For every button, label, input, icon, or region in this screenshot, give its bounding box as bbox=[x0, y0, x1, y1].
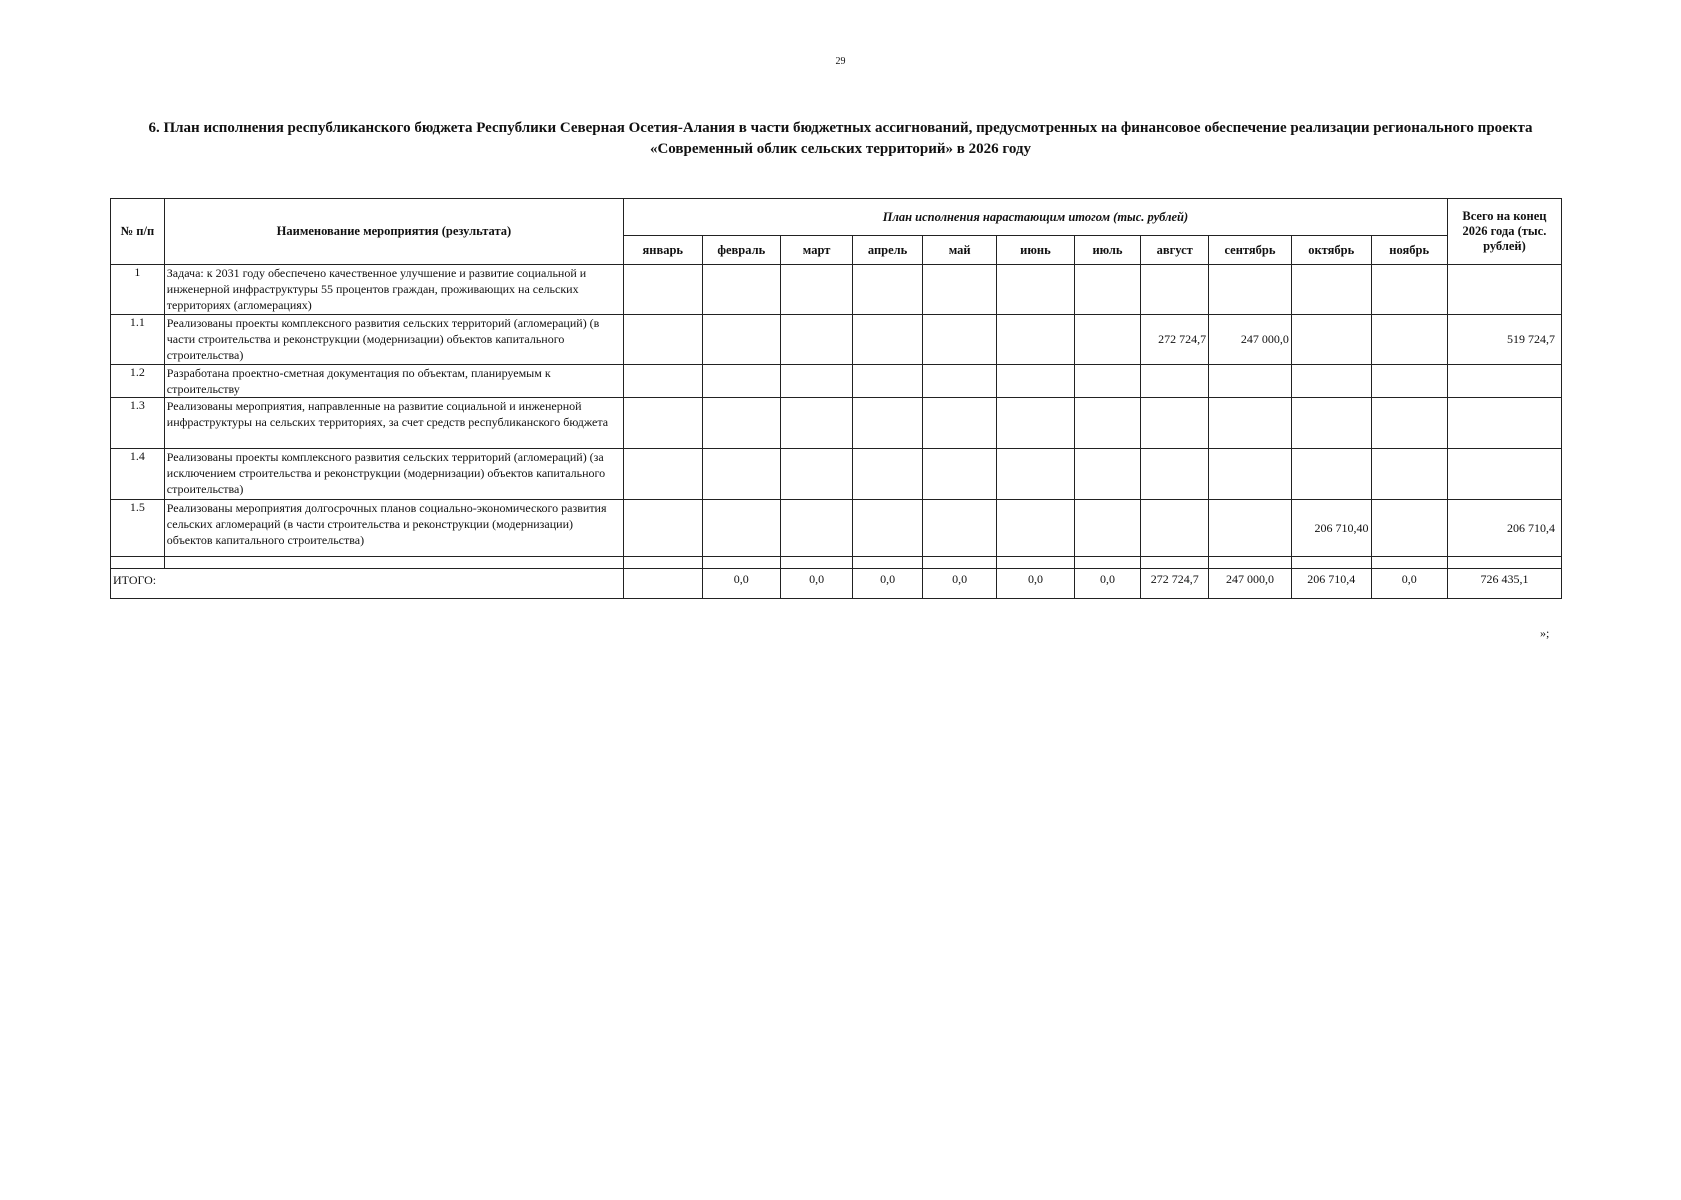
spacer-row bbox=[111, 557, 1562, 569]
header-month: январь bbox=[624, 236, 703, 265]
empty-cell bbox=[702, 557, 781, 569]
month-value-cell bbox=[853, 500, 923, 557]
empty-cell bbox=[1291, 557, 1371, 569]
row-total-cell bbox=[1447, 365, 1561, 398]
budget-plan-table bbox=[110, 198, 1562, 599]
month-value-cell bbox=[1291, 265, 1371, 315]
total-row bbox=[111, 569, 1562, 599]
table-row bbox=[111, 500, 1562, 557]
month-value-cell bbox=[1209, 398, 1292, 449]
month-value-cell bbox=[1074, 500, 1141, 557]
empty-cell bbox=[164, 557, 623, 569]
row-number: 1.4 bbox=[111, 449, 165, 500]
month-value-cell bbox=[923, 449, 997, 500]
row-total-cell bbox=[1447, 449, 1561, 500]
header-name: Наименование мероприятия (результата) bbox=[164, 199, 623, 265]
month-value-cell bbox=[1074, 449, 1141, 500]
page-title-line-2: «Современный облик сельских территорий» в 2026 году bbox=[649, 141, 1032, 157]
row-name: Реализованы мероприятия, направленные на развитие социальной и инженерной инфраструктуры на сельских территориях, за счет средств республиканского бюджета bbox=[164, 398, 623, 449]
empty-cell bbox=[781, 557, 853, 569]
month-value-cell bbox=[997, 315, 1074, 365]
header-month: апрель bbox=[853, 236, 923, 265]
table-row bbox=[111, 398, 1562, 449]
empty-cell bbox=[853, 557, 923, 569]
month-value-cell bbox=[853, 398, 923, 449]
month-value-cell bbox=[624, 315, 703, 365]
month-value-cell bbox=[997, 449, 1074, 500]
month-value-cell bbox=[624, 265, 703, 315]
month-value-cell: 247 000,0 bbox=[1209, 315, 1292, 365]
month-value-cell bbox=[781, 449, 853, 500]
total-month-cell: 0,0 bbox=[1371, 569, 1447, 599]
month-value-cell bbox=[853, 365, 923, 398]
month-value-cell bbox=[923, 500, 997, 557]
month-value-cell bbox=[781, 398, 853, 449]
month-value-cell bbox=[923, 398, 997, 449]
total-month-cell: 0,0 bbox=[702, 569, 781, 599]
header-month: август bbox=[1141, 236, 1209, 265]
header-total: Всего на конец 2026 года (тыс. рублей) bbox=[1447, 199, 1561, 265]
total-month-cell: 0,0 bbox=[853, 569, 923, 599]
month-value-cell bbox=[1371, 265, 1447, 315]
header-plan-group: План исполнения нарастающим итогом (тыс. рублей) bbox=[624, 199, 1448, 236]
grand-total-cell: 726 435,1 bbox=[1447, 569, 1561, 599]
month-value-cell bbox=[1141, 365, 1209, 398]
month-value-cell bbox=[1291, 449, 1371, 500]
empty-cell bbox=[1074, 557, 1141, 569]
month-value-cell bbox=[853, 449, 923, 500]
month-value-cell bbox=[1371, 315, 1447, 365]
table-body bbox=[111, 265, 1562, 599]
page-title-line-1: 6. План исполнения республиканского бюджета Республики Северная Осетия-Алания в части бюджетных ассигнований, предусмотренных на финансовое обеспечение реализации регионального проекта bbox=[148, 120, 1533, 136]
month-value-cell bbox=[853, 265, 923, 315]
total-month-cell: 247 000,0 bbox=[1209, 569, 1292, 599]
month-value-cell bbox=[997, 398, 1074, 449]
total-month-cell: 0,0 bbox=[781, 569, 853, 599]
empty-cell bbox=[997, 557, 1074, 569]
month-value-cell bbox=[997, 500, 1074, 557]
month-value-cell bbox=[781, 500, 853, 557]
month-value-cell bbox=[923, 315, 997, 365]
month-value-cell bbox=[1209, 449, 1292, 500]
month-value-cell bbox=[702, 315, 781, 365]
empty-cell bbox=[1209, 557, 1292, 569]
month-value-cell bbox=[1209, 500, 1292, 557]
month-value-cell bbox=[702, 500, 781, 557]
row-number: 1.2 bbox=[111, 365, 165, 398]
month-value-cell bbox=[781, 365, 853, 398]
row-name: Разработана проектно-сметная документация по объектам, планируемым к строительству bbox=[164, 365, 623, 398]
header-month: июль bbox=[1074, 236, 1141, 265]
header-month: июнь bbox=[997, 236, 1074, 265]
header-month: октябрь bbox=[1291, 236, 1371, 265]
empty-cell bbox=[624, 557, 703, 569]
month-value-cell bbox=[1291, 398, 1371, 449]
month-value-cell bbox=[1371, 449, 1447, 500]
month-value-cell bbox=[702, 365, 781, 398]
month-value-cell bbox=[1141, 398, 1209, 449]
total-month-cell: 0,0 bbox=[923, 569, 997, 599]
total-month-cell bbox=[624, 569, 703, 599]
month-value-cell bbox=[1141, 449, 1209, 500]
empty-cell bbox=[111, 557, 165, 569]
month-value-cell bbox=[923, 365, 997, 398]
row-name: Задача: к 2031 году обеспечено качественное улучшение и развитие социальной и инженерной инфраструктуры 55 процентов граждан, проживающих на сельских территориях (агломерациях) bbox=[164, 265, 623, 315]
table-header bbox=[111, 199, 1562, 265]
page-title bbox=[108, 118, 1573, 160]
table-row bbox=[111, 449, 1562, 500]
table-row bbox=[111, 265, 1562, 315]
row-total-cell: 206 710,4 bbox=[1447, 500, 1561, 557]
month-value-cell bbox=[1074, 315, 1141, 365]
closing-quote-mark: »; bbox=[1540, 626, 1550, 640]
month-value-cell bbox=[997, 265, 1074, 315]
empty-cell bbox=[1141, 557, 1209, 569]
month-value-cell bbox=[1371, 500, 1447, 557]
row-number: 1.5 bbox=[111, 500, 165, 557]
month-value-cell bbox=[1141, 500, 1209, 557]
month-value-cell bbox=[923, 265, 997, 315]
total-month-cell: 206 710,4 bbox=[1291, 569, 1371, 599]
month-value-cell bbox=[997, 365, 1074, 398]
month-value-cell bbox=[1209, 365, 1292, 398]
row-total-cell: 519 724,7 bbox=[1447, 315, 1561, 365]
empty-cell bbox=[1447, 557, 1561, 569]
total-month-cell: 0,0 bbox=[1074, 569, 1141, 599]
month-value-cell bbox=[1141, 265, 1209, 315]
month-value-cell bbox=[1371, 365, 1447, 398]
total-month-cell: 272 724,7 bbox=[1141, 569, 1209, 599]
month-value-cell bbox=[702, 449, 781, 500]
table-row bbox=[111, 315, 1562, 365]
month-value-cell bbox=[1209, 265, 1292, 315]
row-number: 1.1 bbox=[111, 315, 165, 365]
empty-cell bbox=[923, 557, 997, 569]
month-value-cell bbox=[781, 315, 853, 365]
page-number: 29 bbox=[835, 56, 846, 67]
month-value-cell bbox=[702, 265, 781, 315]
month-value-cell bbox=[1291, 365, 1371, 398]
month-value-cell bbox=[1291, 315, 1371, 365]
month-value-cell: 272 724,7 bbox=[1141, 315, 1209, 365]
header-number: № п/п bbox=[111, 199, 165, 265]
row-number: 1 bbox=[111, 265, 165, 315]
table-row bbox=[111, 365, 1562, 398]
row-name: Реализованы проекты комплексного развития сельских территорий (агломераций) (за исключением строительства и реконструкции (модернизации) объектов капитального строительства) bbox=[164, 449, 623, 500]
month-value-cell bbox=[624, 500, 703, 557]
month-value-cell bbox=[702, 398, 781, 449]
total-label: ИТОГО: bbox=[111, 569, 624, 599]
month-value-cell bbox=[1074, 265, 1141, 315]
header-month: февраль bbox=[702, 236, 781, 265]
header-month: март bbox=[781, 236, 853, 265]
row-name: Реализованы мероприятия долгосрочных планов социально-экономического развития сельских агломераций (в части строительства и реконструкции (модернизации) объектов капитального строительства) bbox=[164, 500, 623, 557]
row-total-cell bbox=[1447, 265, 1561, 315]
month-value-cell bbox=[781, 265, 853, 315]
row-total-cell bbox=[1447, 398, 1561, 449]
month-value-cell bbox=[853, 315, 923, 365]
row-number: 1.3 bbox=[111, 398, 165, 449]
header-month: ноябрь bbox=[1371, 236, 1447, 265]
month-value-cell bbox=[1074, 365, 1141, 398]
total-month-cell: 0,0 bbox=[997, 569, 1074, 599]
header-month: сентябрь bbox=[1209, 236, 1292, 265]
header-month: май bbox=[923, 236, 997, 265]
month-value-cell bbox=[624, 398, 703, 449]
month-value-cell bbox=[624, 449, 703, 500]
month-value-cell bbox=[624, 365, 703, 398]
month-value-cell bbox=[1371, 398, 1447, 449]
month-value-cell bbox=[1074, 398, 1141, 449]
month-value-cell: 206 710,40 bbox=[1291, 500, 1371, 557]
row-name: Реализованы проекты комплексного развития сельских территорий (агломераций) (в части строительства и реконструкции (модернизации) объектов капитального строительства) bbox=[164, 315, 623, 365]
empty-cell bbox=[1371, 557, 1447, 569]
